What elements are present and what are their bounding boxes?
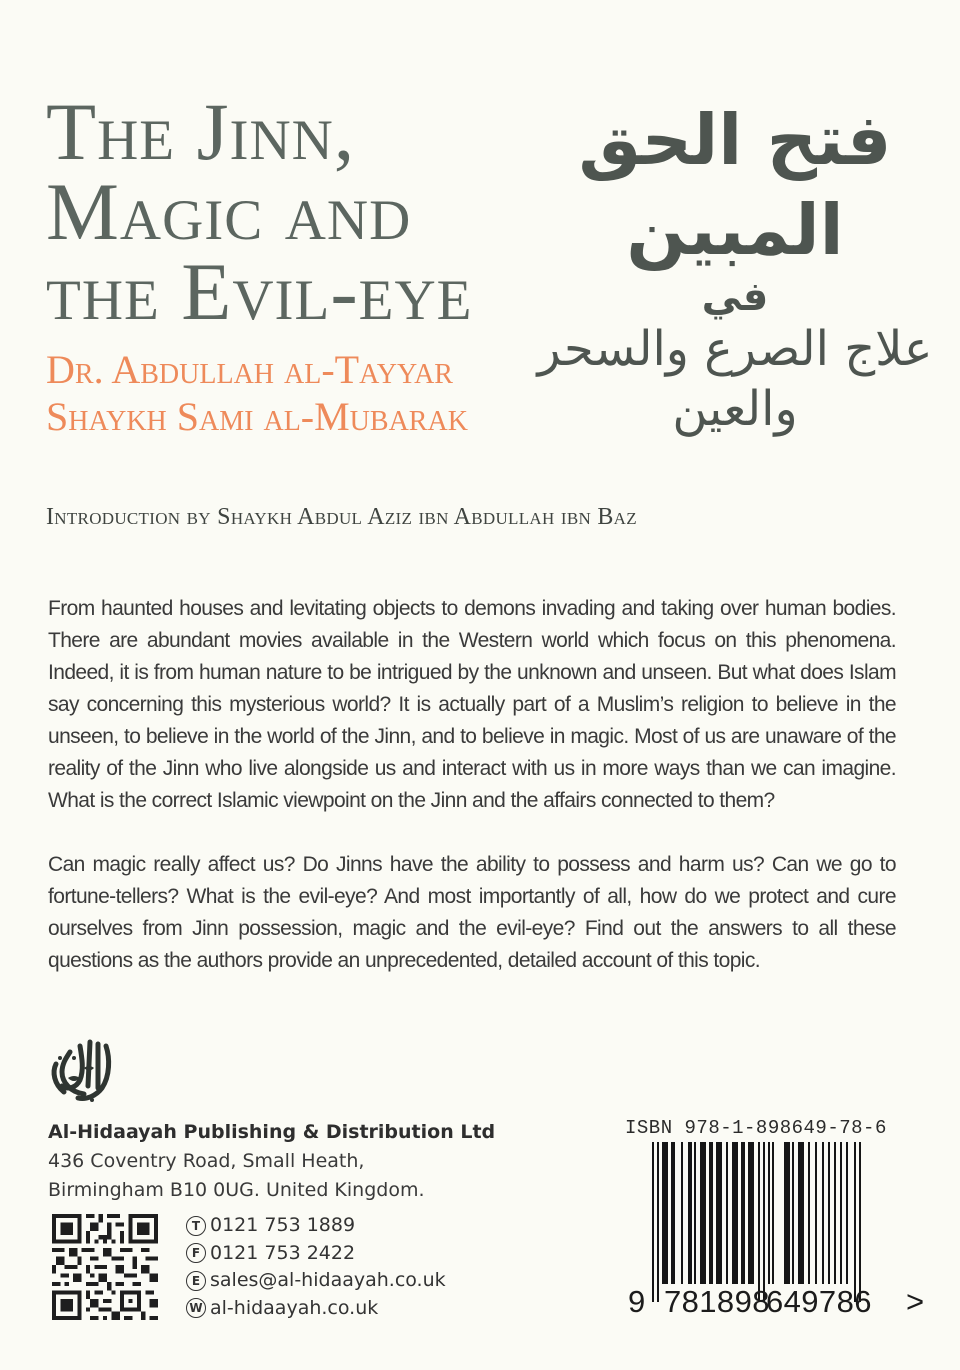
- telephone-number: 0121 753 1889: [210, 1214, 356, 1236]
- arabic-title-line: علاج الصرع والسحر والعين: [537, 321, 933, 437]
- barcode-icon: [650, 1142, 880, 1302]
- isbn-label: ISBN 978-1-898649-78-6: [625, 1117, 887, 1139]
- barcode-digits-left: 781898: [664, 1284, 770, 1319]
- website-icon: W: [186, 1298, 206, 1318]
- quiet-zone-mark: >: [906, 1284, 925, 1319]
- author-name: Shaykh Sami al-Mubarak: [46, 394, 468, 439]
- publisher-info: [48, 1118, 495, 1205]
- website-url[interactable]: al-hidaayah.co.uk: [210, 1296, 379, 1319]
- title-line: Magic and: [46, 166, 412, 257]
- email-address[interactable]: sales@al-hidaayah.co.uk: [210, 1269, 446, 1291]
- arabic-title-line: في: [701, 274, 769, 320]
- author-name: Dr. Abdullah al-Tayyar: [46, 347, 453, 392]
- publisher-name: Al-Hidaayah Publishing & Distribution Ltd: [48, 1121, 496, 1143]
- contact-row-telephone: [186, 1212, 446, 1240]
- title-line: the Evil-eye: [46, 246, 473, 337]
- qr-code-icon[interactable]: [52, 1214, 158, 1320]
- publisher-logo-icon: [40, 1028, 120, 1108]
- contact-row-fax: [186, 1240, 446, 1268]
- address-line: Birmingham B10 0UG. United Kingdom.: [48, 1179, 425, 1201]
- blurb: [48, 593, 896, 1009]
- fax-icon: F: [186, 1243, 206, 1263]
- blurb-paragraph: From haunted houses and levitating objects to demons invading and taking over human bodies. There are abundant movies available in the Western world which focus on this phenomena. Indeed, it is from human nature to be intrigued by the unknown and unseen. But what does Islam say concerning this mysterious world? It is actually part of a Muslim’s religion to believe in the unseen, to believe in the world of the Jinn, and to believe in magic. Most of us are unaware of the reality of the Jinn who live alongside us and interact with us in more ways than we can imagine. What is the correct Islamic viewpoint on the Jinn and the affairs connected to them?: [48, 597, 896, 812]
- telephone-icon: T: [186, 1216, 206, 1236]
- authors: [46, 346, 468, 440]
- address-line: 436 Coventry Road, Small Heath,: [48, 1150, 365, 1172]
- contact-list: [186, 1212, 446, 1322]
- barcode-digits-right: 649786: [766, 1284, 872, 1319]
- arabic-title: [520, 95, 950, 439]
- book-title: [46, 86, 516, 337]
- arabic-title-line: فتح الحق المبين: [578, 99, 892, 271]
- contact-row-email: [186, 1267, 446, 1295]
- email-icon: E: [186, 1271, 206, 1291]
- fax-number: 0121 753 2422: [210, 1241, 356, 1264]
- barcode-digit-first: 9: [628, 1284, 646, 1319]
- title-line: The Jinn,: [46, 86, 356, 177]
- introduction-credit: Introduction by Shaykh Abdul Aziz ibn Abdullah ibn Baz: [46, 504, 637, 530]
- contact-row-website: [186, 1295, 446, 1323]
- blurb-paragraph: Can magic really affect us? Do Jinns have the ability to possess and harm us? Can we go to fortune-tellers? What is the evil-eye? And most importantly of all, how do we protect and cure ourselves from Jinn possession, magic and the evil-eye? Find out the answers to all these questions as the authors provide an unprecedented, detailed account of this topic.: [48, 853, 896, 972]
